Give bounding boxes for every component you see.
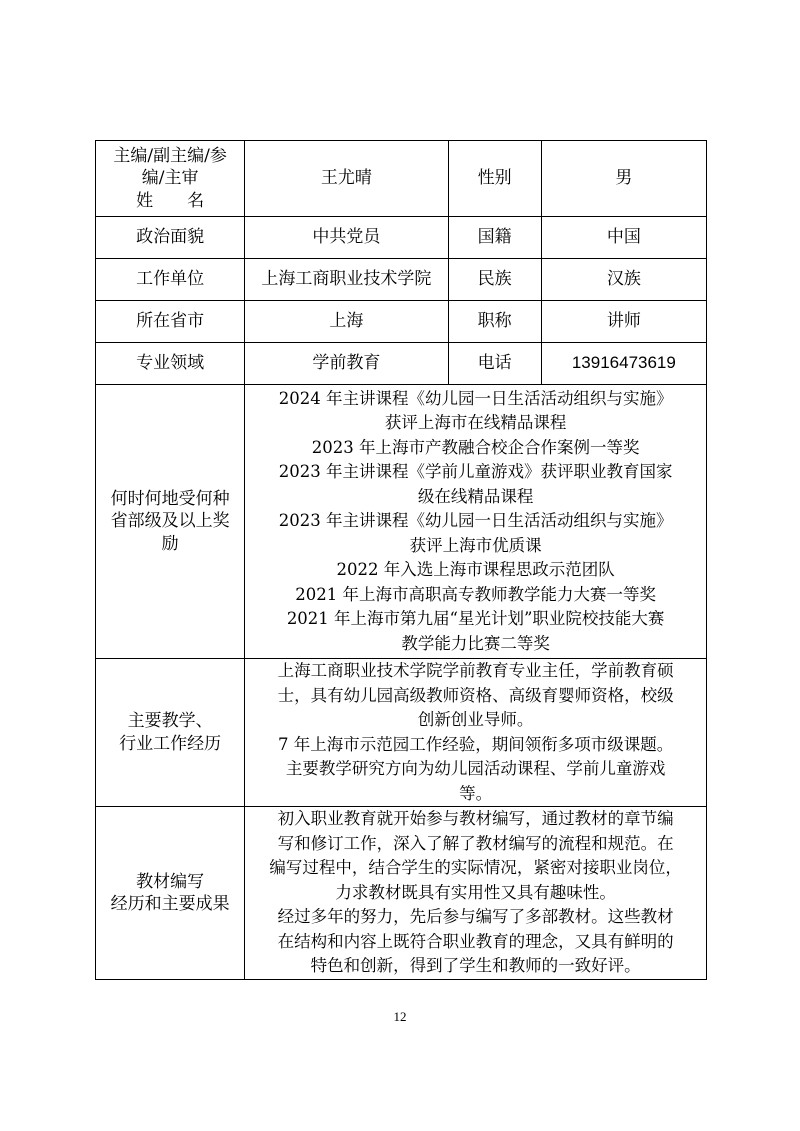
experience-line: 上海工商职业技术学院学前教育专业主任，学前教育硕	[277, 661, 674, 680]
title-label: 职称	[448, 301, 541, 343]
ethnicity-value: 汉族	[541, 259, 706, 301]
phone-value: 13916473619	[541, 343, 706, 385]
field-value: 学前教育	[245, 343, 448, 385]
name-label-line: 主编/副主编/参	[113, 146, 227, 167]
name-value: 王尤晴	[245, 141, 448, 217]
textbook-line: 写和修订工作，深入了解了教材编写的流程和规范。在	[277, 833, 674, 853]
row-field	[96, 343, 707, 385]
experience-label-cell	[96, 659, 245, 807]
award-line: 2023 年主讲课程《幼儿园一日生活活动组织与实施》	[278, 511, 673, 531]
name-label-cell	[96, 141, 245, 217]
row-political	[96, 217, 707, 259]
experience-content	[245, 659, 707, 807]
political-value: 中共党员	[245, 217, 448, 259]
textbook-label-cell	[96, 807, 245, 980]
awards-label-line: 省部级及以上奖	[110, 511, 230, 532]
experience-line: 等。	[459, 783, 493, 803]
experience-label-line: 主要教学、	[127, 711, 213, 732]
location-value: 上海	[245, 301, 448, 343]
phone-label: 电话	[448, 343, 541, 385]
row-awards	[96, 385, 707, 659]
field-label: 专业领域	[96, 343, 245, 385]
row-textbook	[96, 807, 707, 980]
experience-line: 主要教学研究方向为幼儿园活动课程、学前儿童游戏	[285, 759, 666, 778]
awards-label-line: 何时何地受何种	[110, 489, 230, 510]
textbook-label-line: 教材编写	[136, 871, 205, 892]
experience-label-line: 行业工作经历	[119, 733, 222, 754]
row-location	[96, 301, 707, 343]
gender-label: 性别	[448, 141, 541, 217]
experience-line: 7 年上海市示范园工作经验，期间领衔多项市级课题。	[277, 734, 674, 754]
award-line: 获评上海市在线精品课程	[384, 413, 567, 433]
employer-label: 工作单位	[96, 259, 245, 301]
nationality-value: 中国	[541, 217, 706, 259]
textbook-content	[245, 807, 707, 980]
nationality-label: 国籍	[448, 217, 541, 259]
name-label-line: 编/主审	[141, 168, 199, 189]
textbook-line: 在结构和内容上既符合职业教育的理念，又具有鲜明的	[277, 931, 674, 951]
gender-value: 男	[541, 141, 706, 217]
award-line: 2023 年上海市产教融合校企合作案例一等奖	[311, 437, 640, 457]
row-experience	[96, 659, 707, 807]
experience-line: 士，具有幼儿园高级教师资格、高级育婴师资格，校级	[277, 685, 674, 705]
award-line: 2021 年上海市高职高专教师教学能力大赛一等奖	[295, 584, 656, 604]
textbook-line: 经过多年的努力，先后参与编写了多部教材。这些教材	[277, 907, 674, 926]
location-label: 所在省市	[96, 301, 245, 343]
awards-label-line: 励	[161, 533, 179, 554]
textbook-line: 初入职业教育就开始参与教材编写，通过教材的章节编	[277, 809, 674, 828]
political-label: 政治面貌	[96, 217, 245, 259]
title-value: 讲师	[541, 301, 706, 343]
award-line: 2024 年主讲课程《幼儿园一日生活活动组织与实施》	[278, 388, 673, 408]
page-number: 12	[393, 1009, 407, 1024]
awards-label-cell	[96, 385, 245, 659]
name-label-line: 姓 名	[136, 190, 205, 211]
textbook-line: 力求教材既具有实用性又具有趣味性。	[335, 882, 616, 902]
textbook-label-line: 经历和主要成果	[110, 893, 230, 914]
awards-content	[245, 385, 707, 659]
experience-line: 创新创业导师。	[417, 710, 534, 729]
award-line: 2023 年主讲课程《学前儿童游戏》获评职业教育国家	[278, 462, 673, 482]
award-line: 级在线精品课程	[417, 486, 534, 506]
textbook-line: 特色和创新，得到了学生和教师的一致好评。	[310, 956, 641, 975]
award-line: 2022 年入选上海市课程思政示范团队	[336, 560, 615, 580]
textbook-line: 编写过程中，结合学生的实际情况，紧密对接职业岗位，	[269, 858, 682, 877]
editor-info-table	[95, 140, 707, 980]
award-line: 教学能力比赛二等奖	[401, 633, 550, 653]
ethnicity-label: 民族	[448, 259, 541, 301]
award-line: 2021 年上海市第九届“星光计划”职业院校技能大赛	[286, 609, 665, 629]
employer-value: 上海工商职业技术学院	[245, 259, 448, 301]
row-employer	[96, 259, 707, 301]
row-name	[96, 141, 707, 217]
award-line: 获评上海市优质课	[409, 535, 542, 555]
